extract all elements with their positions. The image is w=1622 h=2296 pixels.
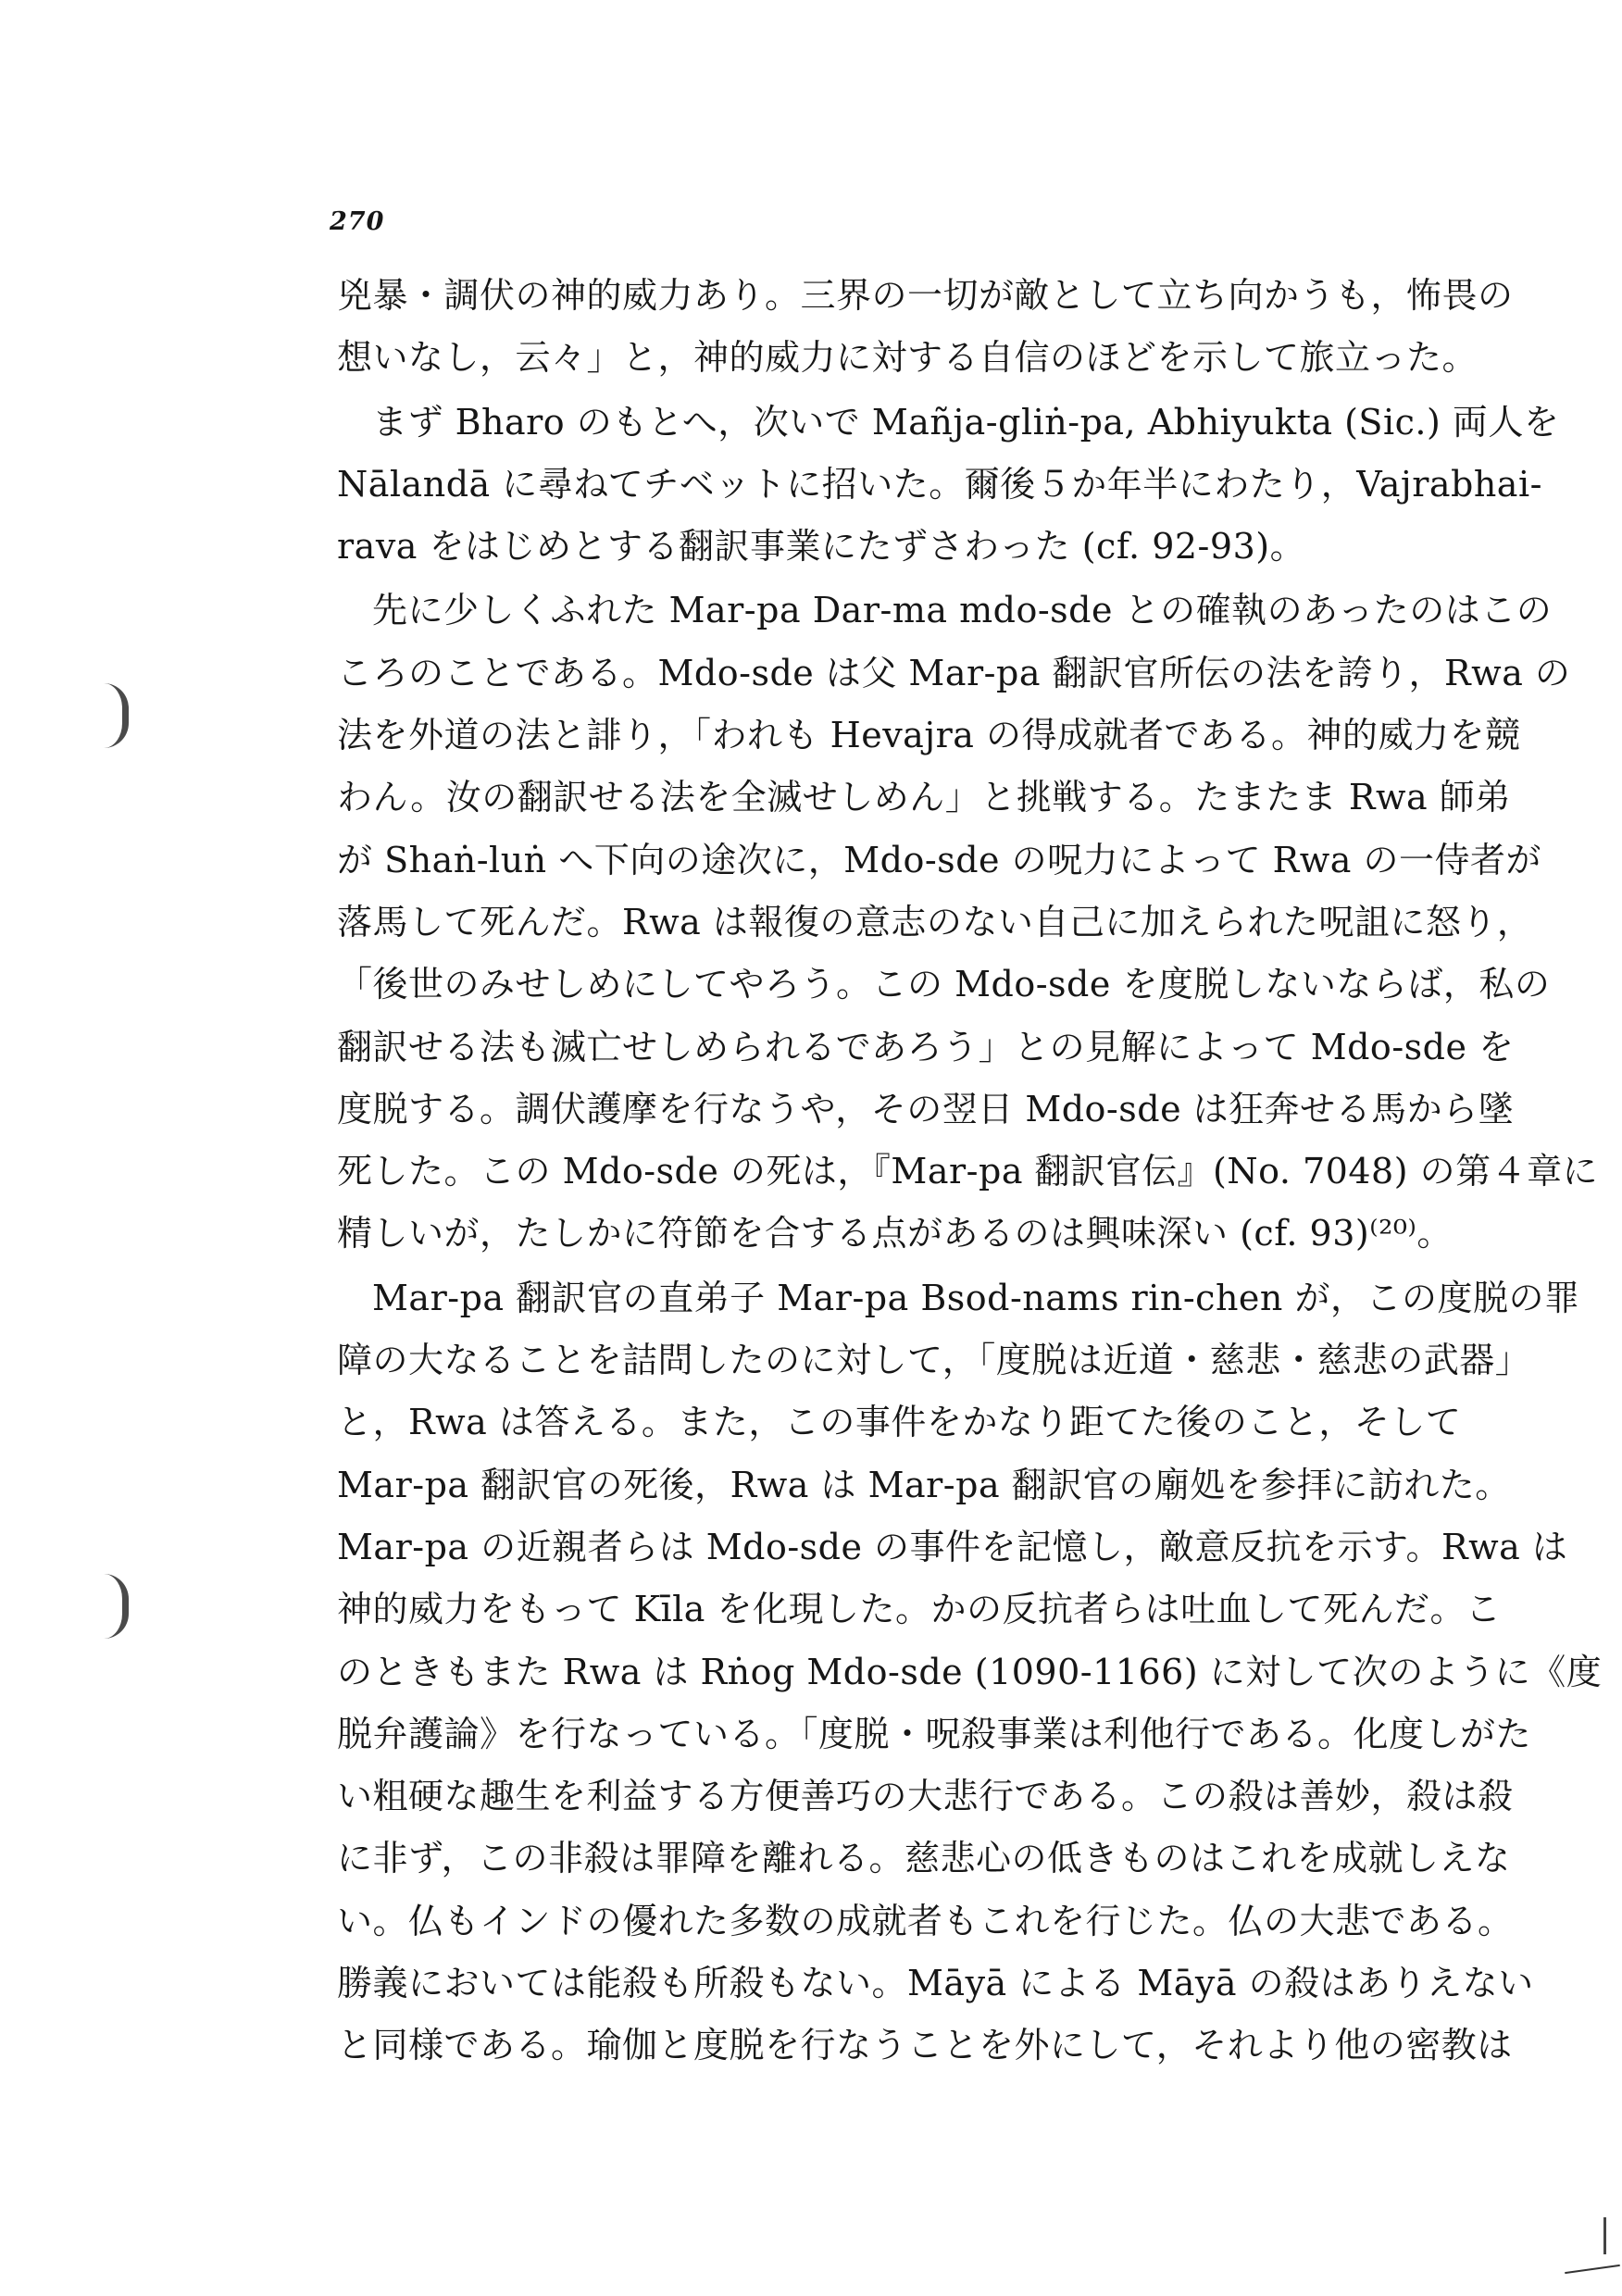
binding-hole-mark	[104, 1574, 129, 1639]
text-line: Mar-pa 翻訳官の死後，Rwa は Mar-pa 翻訳官の廟処を参拝に訪れた。	[337, 1464, 1511, 1505]
text-line: Nālandā に尋ねてチベットに招いた。爾後５か年半にわたり，Vajrabhai-	[337, 463, 1542, 505]
paragraph-start-line: まず Bharo のもとへ，次いで Mañja-gliṅ-pa, Abhiyukta (Sic.) 両人を	[372, 401, 1560, 443]
text-line: い。仏もインドの優れた多数の成就者もこれを行じた。仏の大悲である。	[337, 1900, 1514, 1941]
text-line: rava をはじめとする翻訳事業にたずさわった (cf. 92-93)。	[337, 526, 1306, 568]
text-line: 落馬して死んだ。Rwa は報復の意志のない自己に加えられた呪詛に怒り，	[337, 901, 1533, 942]
text-line: わん。汝の翻訳せる法を全滅せしめん」と挑戦する。たまたま Rwa 師弟	[337, 777, 1511, 818]
scan-edge-mark	[1565, 2265, 1620, 2274]
text-line: 脱弁護論》を行なっている。「度脱・呪殺事業は利他行である。化度しがた	[337, 1713, 1532, 1754]
text-line: ころのことである。Mdo-sde は父 Mar-pa 翻訳官所伝の法を誇り，Rwa の	[337, 652, 1571, 693]
text-line: 勝義においては能殺も所殺もない。Māyā による Māyā の殺はありえない	[337, 1963, 1534, 2004]
text-line: 「後世のみせしめにしてやろう。この Mdo-sde を度脱しないならば，私の	[337, 964, 1551, 1005]
text-line: に非ず，この非殺は罪障を離れる。慈悲心の低きものはこれを成就しえな	[337, 1838, 1511, 1879]
text-line: 死した。この Mdo-sde の死は，『Mar-pa 翻訳官伝』(No. 7048) の第４章に	[337, 1151, 1599, 1192]
text-line: 兇暴・調伏の神的威力あり。三界の一切が敵として立ち向かうも，怖畏の	[337, 275, 1514, 316]
text-line: のときもまた Rwa は Rṅog Mdo-sde (1090-1166) に対して次のように《度	[337, 1651, 1603, 1692]
scan-edge-mark	[1603, 2217, 1606, 2254]
text-line: 法を外道の法と誹り，「われも Hevajra の得成就者である。神的威力を競	[337, 715, 1521, 756]
binding-hole-mark	[104, 683, 129, 748]
text-line: と同様である。瑜伽と度脱を行なうことを外にして，それより他の密教は	[337, 2025, 1513, 2066]
text-line: が Shaṅ-luṅ へ下向の途次に，Mdo-sde の呪力によって Rwa の一侍者が	[337, 839, 1542, 880]
text-line: 度脱する。調伏護摩を行なうや，その翌日 Mdo-sde は狂奔せる馬から墜	[337, 1088, 1515, 1129]
paragraph-start-line: Mar-pa 翻訳官の直弟子 Mar-pa Bsod-nams rin-chen が，この度脱の罪	[372, 1277, 1580, 1318]
text-line: Mar-pa の近親者らは Mdo-sde の事件を記憶し，敵意反抗を示す。Rwa は	[337, 1526, 1568, 1567]
text-line: い粗硬な趣生を利益する方便善巧の大悲行である。この殺は善妙，殺は殺	[337, 1776, 1514, 1817]
text-line: 想いなし，云々」と，神的威力に対する自信のほどを示して旅立った。	[337, 337, 1479, 379]
text-line: 精しいが，たしかに符節を合する点があるのは興味深い (cf. 93)⁽²⁰⁾。	[337, 1213, 1453, 1254]
text-line: と，Rwa は答える。また，この事件をかなり距てた後のこと，そして	[337, 1402, 1462, 1443]
body-text	[337, 265, 1603, 2078]
text-line: 障の大なることを詰問したのに対して，「度脱は近道・慈悲・慈悲の武器」	[337, 1340, 1531, 1381]
page-number: 270	[330, 207, 385, 236]
paragraph-start-line: 先に少しくふれた Mar-pa Dar-ma mdo-sde との確執のあったのはこの	[372, 590, 1553, 631]
text-line: 神的威力をもって Kīla を化現した。かの反抗者らは吐血して死んだ。こ	[337, 1589, 1502, 1630]
text-line: 翻訳せる法も滅亡せしめられるであろう」との見解によって Mdo-sde を	[337, 1026, 1515, 1067]
